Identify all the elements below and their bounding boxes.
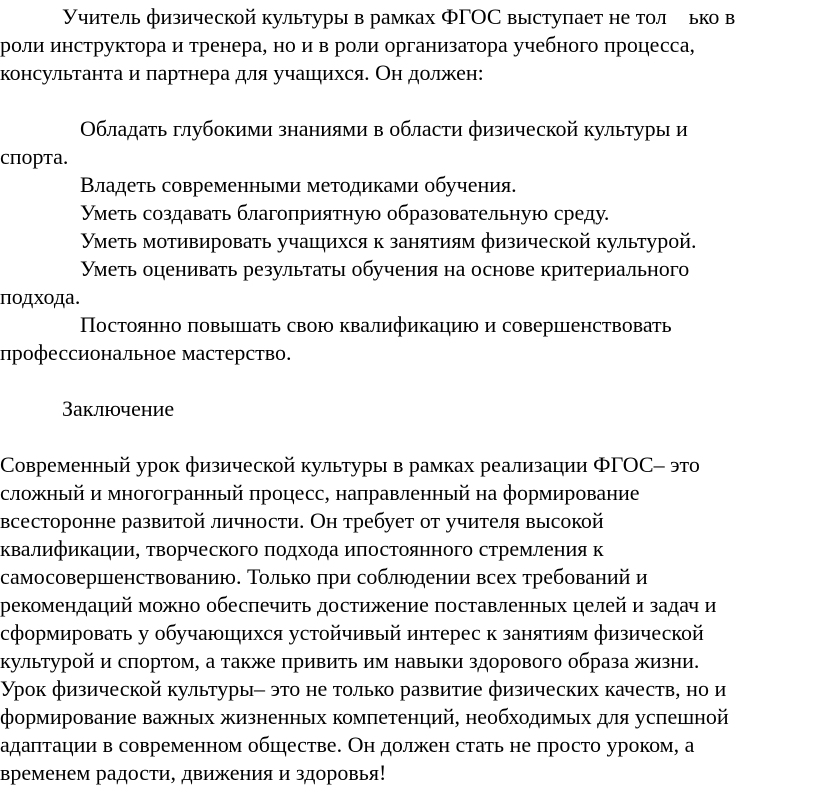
requirement-item: Уметь оценивать результаты обучения на основе критериального: [80, 256, 690, 281]
intro-line: Учитель физической культуры в рамках ФГОС выступает не тол ько в: [62, 4, 736, 29]
requirement-item: Постоянно повышать свою квалификацию и совершенствовать: [80, 312, 672, 337]
conclusion-line: самосовершенствованию. Только при соблюдении всех требований и: [0, 564, 648, 589]
conclusion-line: всесторонне развитой личности. Он требует от учителя высокой: [0, 508, 604, 533]
requirement-item: Уметь создавать благоприятную образовательную среду.: [80, 200, 610, 225]
conclusion-line: временем радости, движения и здоровья!: [0, 760, 387, 785]
requirement-item-continuation: профессиональное мастерство.: [0, 340, 292, 365]
conclusion-line: Урок физической культуры– это не только развитие физических качеств, но и: [0, 676, 727, 701]
requirement-item-continuation: спорта.: [0, 144, 69, 169]
intro-line: консультанта и партнера для учащихся. Он должен:: [0, 60, 484, 85]
conclusion-line: сформировать у обучающихся устойчивый интерес к занятиям физической: [0, 620, 704, 645]
conclusion-line: сложный и многогранный процесс, направленный на формирование: [0, 480, 640, 505]
conclusion-line: рекомендаций можно обеспечить достижение поставленных целей и задач и: [0, 592, 717, 617]
conclusion-line: культурой и спортом, а также привить им навыки здорового образа жизни.: [0, 648, 700, 673]
conclusion-line: квалификации, творческого подхода ипостоянного стремления к: [0, 536, 604, 561]
requirement-item: Владеть современными методиками обучения.: [80, 172, 517, 197]
requirement-item: Уметь мотивировать учащихся к занятиям физической культурой.: [80, 228, 697, 253]
requirement-item-continuation: подхода.: [0, 284, 81, 309]
conclusion-line: адаптации в современном обществе. Он должен стать не просто уроком, а: [0, 732, 695, 757]
requirement-item: Обладать глубокими знаниями в области физической культуры и: [80, 116, 688, 141]
conclusion-heading: Заключение: [62, 396, 175, 421]
conclusion-line: формирование важных жизненных компетенций, необходимых для успешной: [0, 704, 729, 729]
conclusion-line: Современный урок физической культуры в рамках реализации ФГОС– это: [0, 452, 700, 477]
intro-line: роли инструктора и тренера, но и в роли организатора учебного процесса,: [0, 32, 695, 57]
